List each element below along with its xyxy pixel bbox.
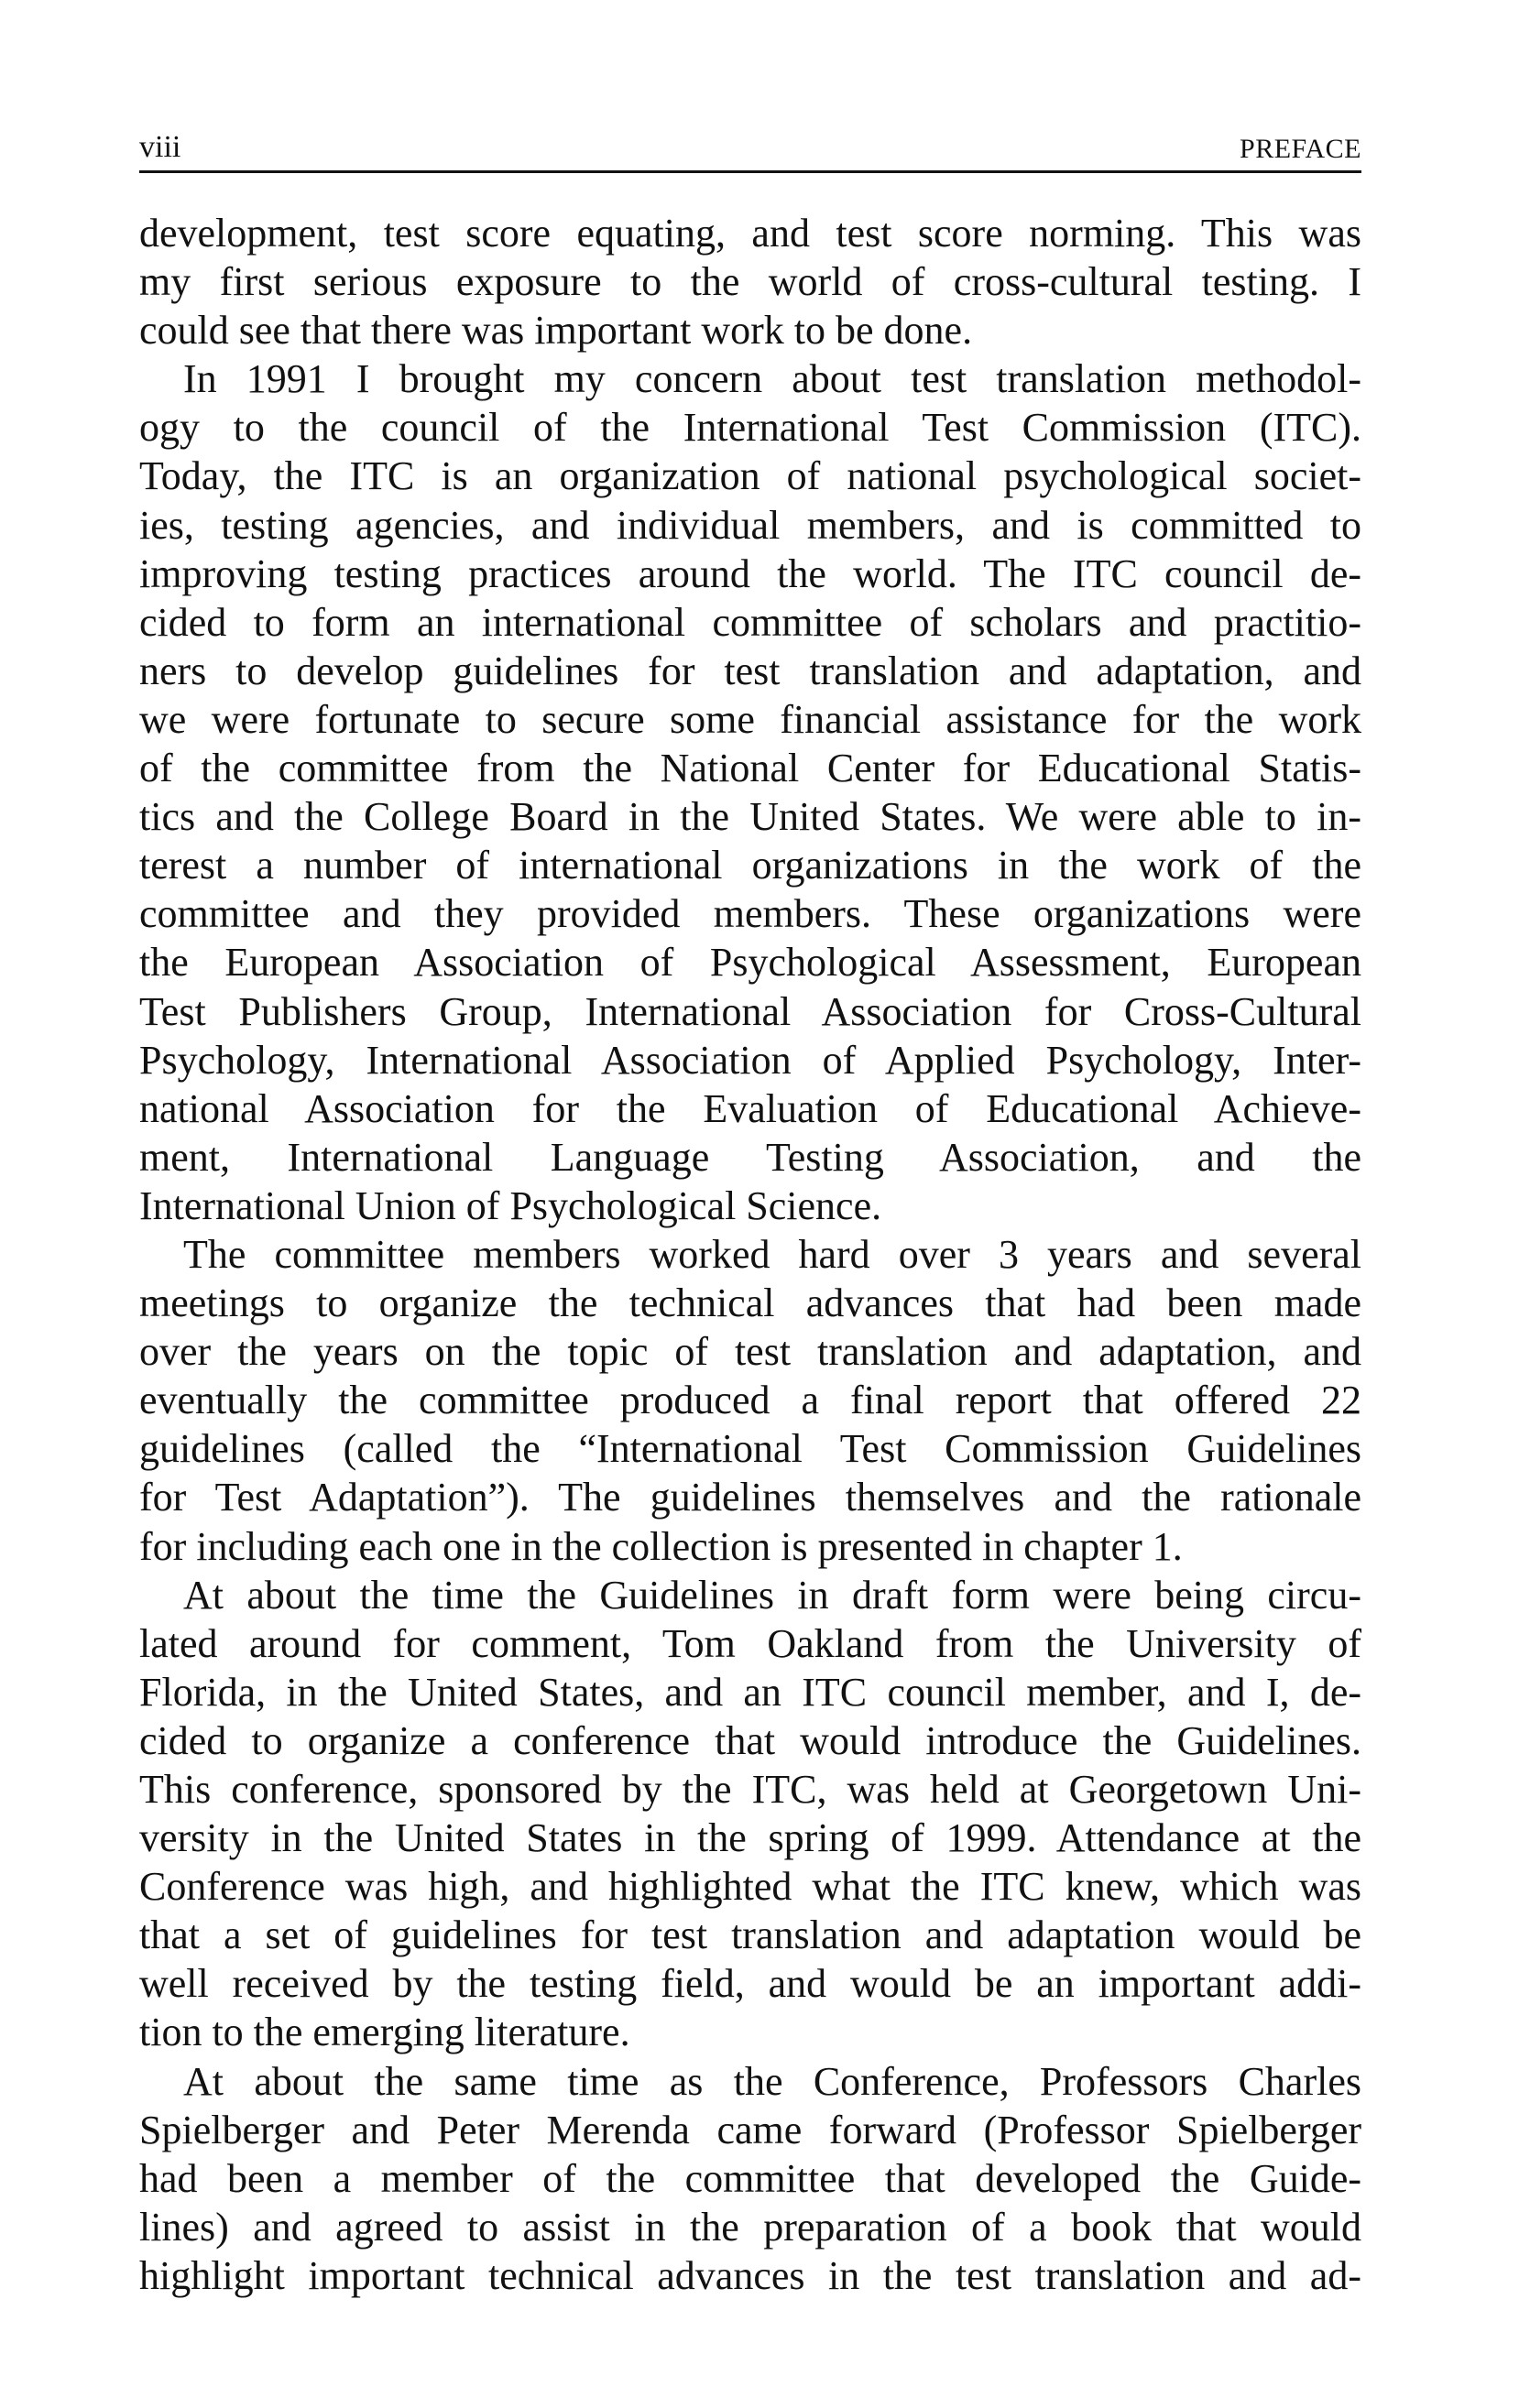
text-line: International Union of Psychological Science. — [139, 1182, 882, 1228]
text-line: cided to form an international committee of scholars and practitio- — [139, 599, 1361, 645]
text-line: the European Association of Psychological Assessment, European — [139, 940, 1361, 986]
text-line: Test Publishers Group, International Association for Cross-Cultural — [139, 988, 1361, 1034]
text-line: lines) and agreed to assist in the preparation of a book that would — [139, 2204, 1361, 2250]
text-line: ies, testing agencies, and individual members, and is committed to — [139, 502, 1361, 548]
text-line: national Association for the Evaluation of Educational Achieve- — [139, 1085, 1361, 1131]
page-number: viii — [139, 130, 181, 164]
text-line: guidelines (called the “International Test Commission Guidelines — [139, 1426, 1361, 1472]
text-line: ogy to the council of the International Test Commission (ITC). — [139, 405, 1361, 451]
text-line: development, test score equating, and test score norming. This was — [139, 211, 1361, 256]
text-line: terest a number of international organizations in the work of the — [139, 843, 1361, 888]
text-line: for Test Adaptation”). The guidelines themselves and the rationale — [139, 1475, 1361, 1520]
text-line: In 1991 I brought my concern about test translation methodol- — [183, 356, 1361, 402]
text-line: that a set of guidelines for test translation and adaptation would be — [139, 1912, 1361, 1958]
text-line: This conference, sponsored by the ITC, was held at Georgetown Uni- — [139, 1767, 1361, 1812]
text-line: could see that there was important work to be done. — [139, 308, 973, 354]
text-line: The committee members worked hard over 3 years and several — [183, 1231, 1361, 1277]
text-line: well received by the testing field, and would be an important addi- — [139, 1961, 1361, 2007]
text-line: eventually the committee produced a final report that offered 22 — [139, 1378, 1361, 1423]
running-header — [139, 128, 1361, 173]
text-line: over the years on the topic of test translation and adaptation, and — [139, 1329, 1361, 1375]
text-line: tics and the College Board in the United States. We were able to in- — [139, 794, 1361, 840]
text-line: for including each one in the collection is presented in chapter 1. — [139, 1523, 1183, 1569]
text-line: highlight important technical advances in the test translation and ad- — [139, 2252, 1361, 2298]
text-line: lated around for comment, Tom Oakland from the University of — [139, 1620, 1361, 1666]
text-line: Psychology, International Association of Applied Psychology, Inter- — [139, 1037, 1361, 1083]
text-line: cided to organize a conference that would introduce the Guidelines. — [139, 1717, 1361, 1763]
text-line: we were fortunate to secure some financial assistance for the work — [139, 696, 1361, 742]
text-line: committee and they provided members. These organizations were — [139, 891, 1361, 937]
body-text — [139, 209, 1361, 2300]
text-line: At about the time the Guidelines in draft form were being circu- — [183, 1572, 1361, 1618]
text-line: Today, the ITC is an organization of national psychological societ- — [139, 453, 1361, 499]
text-line: Spielberger and Peter Merenda came forward (Professor Spielberger — [139, 2107, 1361, 2152]
text-line: At about the same time as the Conference, Professors Charles — [183, 2058, 1361, 2104]
text-line: Conference was high, and highlighted what the ITC knew, which was — [139, 1864, 1361, 1910]
text-line: my first serious exposure to the world of cross-cultural testing. I — [139, 259, 1361, 305]
text-line: of the committee from the National Center for Educational Statis- — [139, 746, 1361, 791]
text-line: had been a member of the committee that developed the Guide- — [139, 2155, 1361, 2201]
text-line: improving testing practices around the world. The ITC council de- — [139, 550, 1361, 596]
text-line: versity in the United States in the spring of 1999. Attendance at the — [139, 1815, 1361, 1861]
text-line: ment, International Language Testing Association, and the — [139, 1134, 1361, 1180]
text-line: tion to the emerging literature. — [139, 2010, 630, 2055]
text-line: Florida, in the United States, and an ITC council member, and I, de- — [139, 1669, 1361, 1715]
text-line: meetings to organize the technical advances that had been made — [139, 1280, 1361, 1326]
text-line: ners to develop guidelines for test translation and adaptation, and — [139, 648, 1361, 693]
running-head: PREFACE — [1240, 134, 1361, 164]
